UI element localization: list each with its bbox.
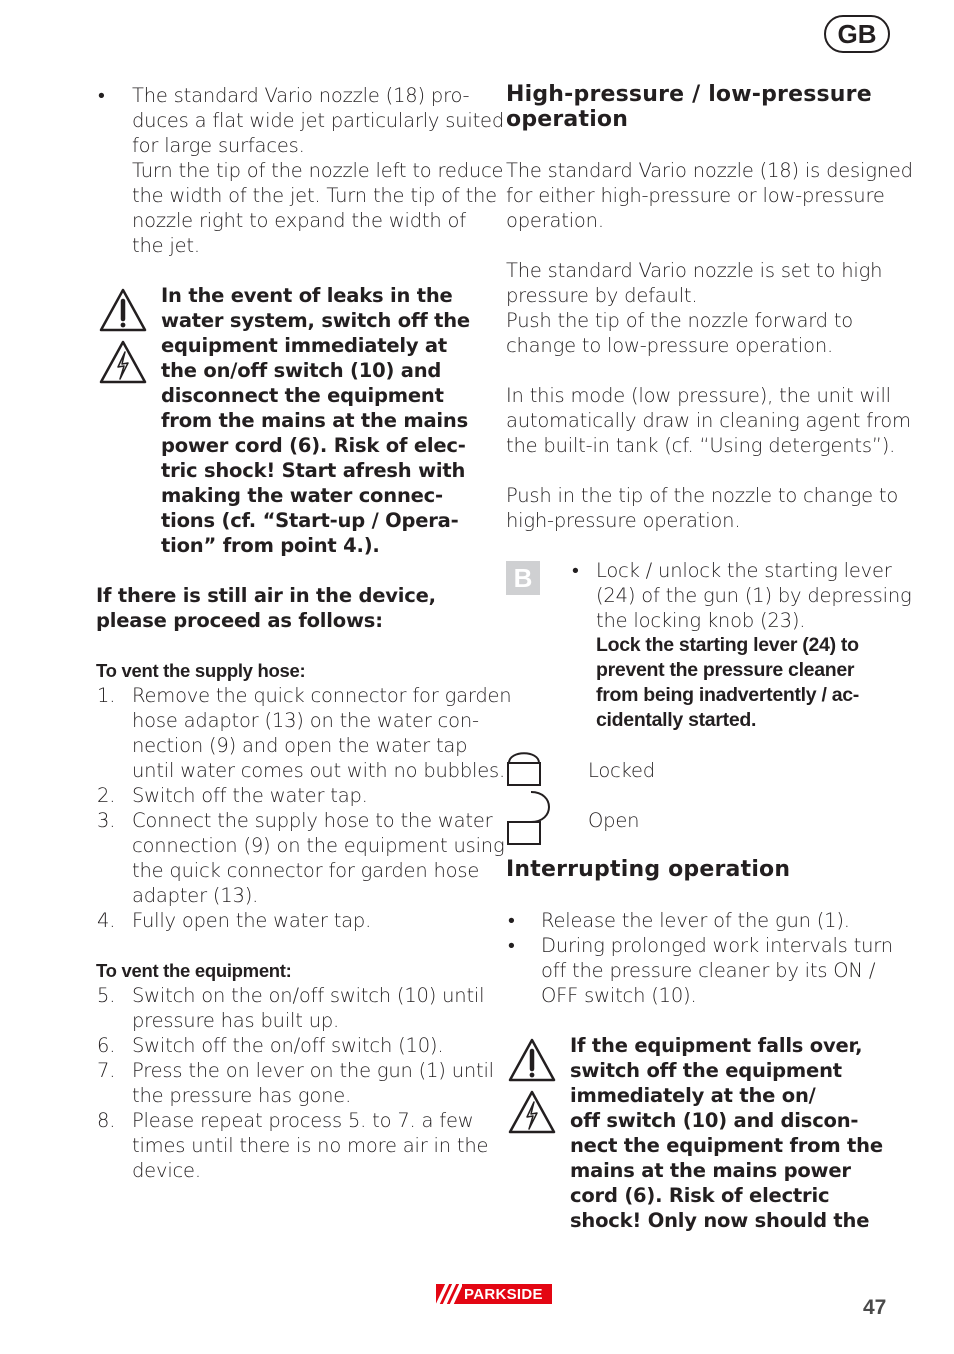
warning-exclamation-icon [98, 287, 148, 333]
step-text [132, 783, 368, 808]
step-number: 1. [97, 684, 116, 707]
text-line: Press the on lever on the gun (1) until [132, 1059, 494, 1082]
text-line: the quick connector for garden hose [132, 859, 480, 882]
text-line: duces a flat wide jet particularly suited [132, 109, 505, 132]
vent-hose-label: To vent the supply hose: [96, 660, 306, 681]
bullet-symbol: • [98, 84, 105, 107]
text-line: off the pressure cleaner by its ON / [541, 959, 876, 982]
text-line: Please repeat process 5. to 7. a few [132, 1109, 474, 1132]
text-line: connection (9) on the equipment using [132, 834, 505, 857]
step-number: 5. [97, 984, 116, 1007]
language-badge: GB [824, 15, 890, 53]
text-line: In the event of leaks in the [161, 284, 453, 307]
step-text [132, 1033, 443, 1058]
text-line: cord (6). Risk of electric [570, 1184, 830, 1207]
step-number: 8. [97, 1109, 116, 1132]
text-line: times until there is no more air in the [132, 1134, 489, 1157]
step-number: 6. [97, 1034, 116, 1057]
text-line: adapter (13). [132, 884, 259, 907]
text-line: change to low-pressure operation. [506, 334, 834, 357]
text-line: The standard Vario nozzle (18) pro- [132, 84, 470, 107]
text-line: nection (9) and open the water tap [132, 734, 468, 757]
text-line: device. [132, 1159, 201, 1182]
text-line: for large surfaces. [132, 134, 305, 157]
text-line: operation [506, 107, 629, 132]
interrupt-bullet-text [541, 908, 850, 933]
lock-lever-note [596, 633, 859, 733]
fall-over-warning-text [570, 1033, 883, 1233]
logo-stripes-icon [436, 1284, 462, 1304]
interrupt-bullet-text [541, 933, 893, 1008]
text-line: equipment immediately at [161, 334, 448, 357]
pressure-paragraph-3 [506, 383, 911, 458]
text-line: the width of the jet. Turn the tip of the [132, 184, 497, 207]
text-line: operation. [506, 209, 604, 232]
text-line: Turn the tip of the nozzle left to reduce [132, 159, 504, 182]
text-line: High-pressure / low-pressure [506, 82, 872, 107]
text-line: Switch off the water tap. [132, 784, 368, 807]
text-line: switch off the equipment [570, 1059, 842, 1082]
text-line: Push in the tip of the nozzle to change to [506, 484, 899, 507]
text-line: The standard Vario nozzle (18) is designed [506, 159, 913, 182]
open-label: Open [588, 809, 640, 832]
figure-reference-badge: B [506, 561, 540, 595]
text-line: Lock / unlock the starting lever [596, 559, 892, 582]
text-line: from being inadvertently / ac- [596, 684, 859, 706]
text-line: cidentally started. [596, 709, 757, 731]
step-text [132, 983, 484, 1033]
text-line: the built-in tank (cf. “Using detergents”). [506, 434, 896, 457]
bullet-symbol: • [508, 909, 515, 932]
pressure-operation-heading [506, 82, 872, 132]
air-in-device-heading [96, 583, 436, 633]
text-line: Release the lever of the gun (1). [541, 909, 850, 932]
text-line: until water comes out with no bubbles. [132, 759, 506, 782]
step-number: 7. [97, 1059, 116, 1082]
step-text [132, 808, 504, 908]
parkside-logo [436, 1284, 552, 1304]
warning-exclamation-icon [507, 1037, 557, 1083]
text-line: mains at the mains power [570, 1159, 851, 1182]
text-line: Fully open the water tap. [132, 909, 372, 932]
bullet-symbol: • [572, 559, 579, 582]
text-line: the on/off switch (10) and [161, 359, 442, 382]
page-number: 47 [863, 1296, 887, 1319]
text-line: (24) of the gun (1) by depressing [596, 584, 912, 607]
text-line: from the mains at the mains [161, 409, 468, 432]
text-line: Lock the starting lever (24) to [596, 634, 859, 656]
text-line: If the equipment falls over, [570, 1034, 863, 1057]
pressure-paragraph-2 [506, 258, 882, 358]
text-line: pressure by default. [506, 284, 698, 307]
text-line: hose adaptor (13) on the water con- [132, 709, 479, 732]
text-line: please proceed as follows: [96, 609, 383, 632]
text-line: Switch on the on/off switch (10) until [132, 984, 485, 1007]
text-line: water system, switch off the [161, 309, 470, 332]
text-line: Remove the quick connector for garden [132, 684, 512, 707]
bullet-symbol: • [508, 934, 515, 957]
step-number: 3. [97, 809, 116, 832]
text-line: nect the equipment from the [570, 1134, 883, 1157]
text-line: In this mode (low pressure), the unit will [506, 384, 891, 407]
brand-name: PARKSIDE [464, 1285, 543, 1303]
padlock-open-icon [505, 788, 553, 848]
text-line: power cord (6). Risk of elec- [161, 434, 466, 457]
text-line: high-pressure operation. [506, 509, 741, 532]
text-line: OFF switch (10). [541, 984, 697, 1007]
interrupting-operation-heading: Interrupting operation [506, 857, 791, 882]
text-line: immediately at the on/ [570, 1084, 816, 1107]
text-line: the jet. [132, 234, 200, 257]
leak-warning-text [161, 283, 470, 558]
text-line: pressure has built up. [132, 1009, 340, 1032]
text-line: If there is still air in the device, [96, 584, 436, 607]
text-line: nozzle right to expand the width of [132, 209, 466, 232]
text-line: tric shock! Start afresh with [161, 459, 466, 482]
padlock-locked-icon [505, 744, 543, 788]
text-line: The standard Vario nozzle is set to high [506, 259, 883, 282]
locked-label: Locked [588, 759, 655, 782]
text-line: making the water connec- [161, 484, 443, 507]
text-line: off switch (10) and discon- [570, 1109, 859, 1132]
step-text [132, 683, 511, 783]
step-number: 2. [97, 784, 116, 807]
nozzle-description [132, 83, 504, 258]
text-line: disconnect the equipment [161, 384, 444, 407]
electric-shock-warning-icon [507, 1089, 557, 1135]
text-line: Switch off the on/off switch (10). [132, 1034, 444, 1057]
text-line: for either high-pressure or low-pressure [506, 184, 885, 207]
text-line: Push the tip of the nozzle forward to [506, 309, 854, 332]
step-text [132, 1108, 488, 1183]
text-line: shock! Only now should the [570, 1209, 870, 1232]
vent-equipment-label: To vent the equipment: [96, 960, 292, 981]
lock-lever-text [596, 558, 912, 633]
text-line: Connect the supply hose to the water [132, 809, 493, 832]
pressure-paragraph-1 [506, 158, 913, 233]
text-line: the locking knob (23). [596, 609, 806, 632]
text-line: During prolonged work intervals turn [541, 934, 893, 957]
pressure-paragraph-4 [506, 483, 898, 533]
text-line: the pressure has gone. [132, 1084, 352, 1107]
step-text [132, 908, 371, 933]
text-line: prevent the pressure cleaner [596, 659, 855, 681]
text-line: tions (cf. “Start-up / Opera- [161, 509, 459, 532]
electric-shock-warning-icon [98, 339, 148, 385]
step-text [132, 1058, 494, 1108]
text-line: automatically draw in cleaning agent from [506, 409, 911, 432]
text-line: tion” from point 4.). [161, 534, 380, 557]
step-number: 4. [97, 909, 116, 932]
